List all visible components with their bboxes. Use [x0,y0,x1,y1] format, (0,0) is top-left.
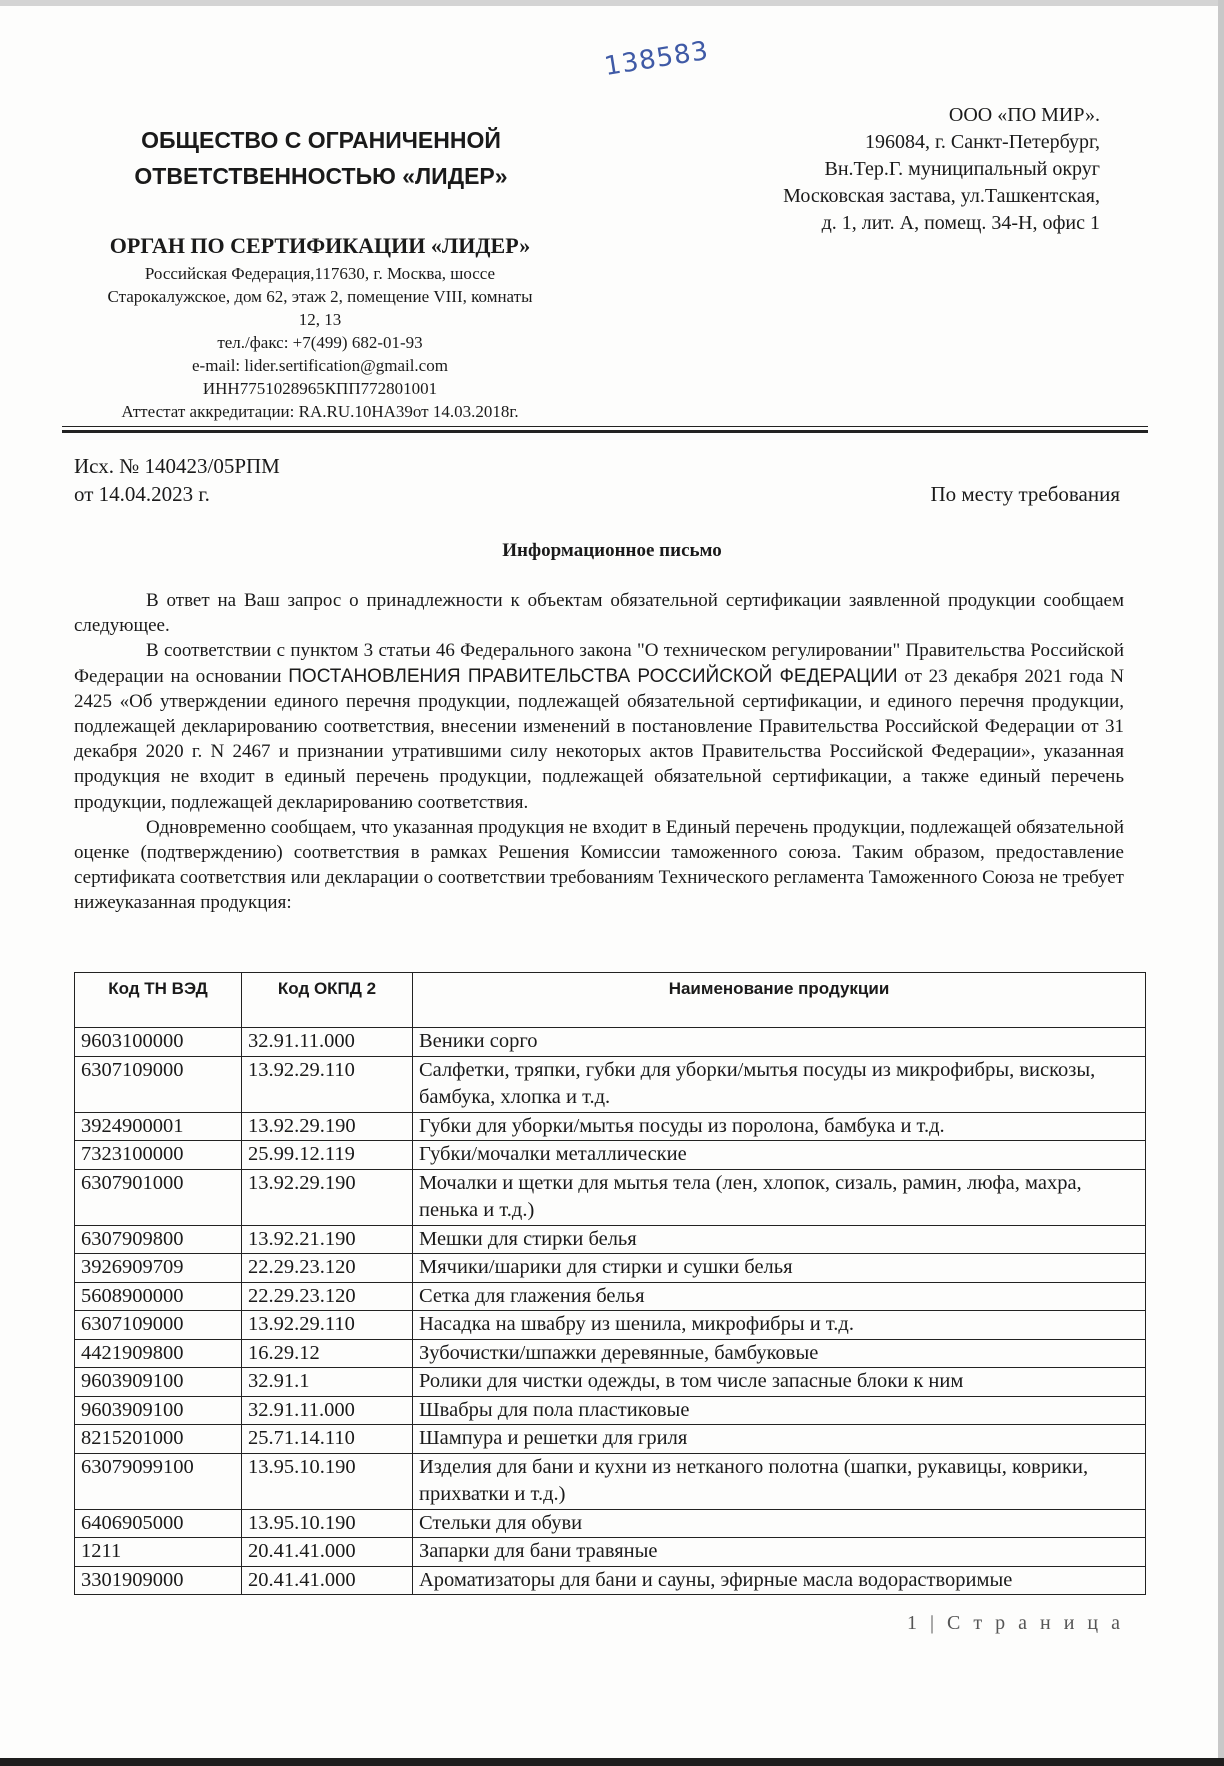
table-header-row [75,973,1146,1028]
okpd2-code: 13.92.29.190 [242,1169,413,1225]
product-name: Зубочистки/шпажки деревянные, бамбуковые [413,1339,1146,1368]
table-row [75,1368,1146,1397]
tn-ved-code: 6406905000 [75,1509,242,1538]
okpd2-code: 13.92.29.110 [242,1311,413,1340]
okpd2-code: 32.91.1 [242,1368,413,1397]
decree-title: ПОСТАНОВЛЕНИЯ ПРАВИТЕЛЬСТВА РОССИЙСКОЙ ФЕДЕРАЦИИ [288,665,898,687]
product-name: Изделия для бани и кухни из нетканого полотна (шапки, рукавицы, коврики, прихватки и т.д.) [413,1453,1146,1509]
okpd2-code: 22.29.23.120 [242,1254,413,1283]
scan-edge-top [0,0,1224,6]
product-table [74,972,1146,1595]
product-name: Губки для уборки/мытья посуды из поролона, бамбука и т.д. [413,1112,1146,1141]
okpd2-code: 13.92.21.190 [242,1225,413,1254]
product-name: Швабры для пола пластиковые [413,1396,1146,1425]
header-tn-ved: Код ТН ВЭД [75,973,242,1028]
header-okpd2: Код ОКПД 2 [242,973,413,1028]
tn-ved-code: 9603909100 [75,1396,242,1425]
tn-ved-code: 1211 [75,1538,242,1567]
certification-body-name: ОРГАН ПО СЕРТИФИКАЦИИ «ЛИДЕР» [109,233,531,258]
addressee-line: Вн.Тер.Г. муниципальный округ [824,158,1100,180]
product-name: Веники сорго [413,1028,1146,1057]
table-row [75,1311,1146,1340]
organization-details [60,262,580,423]
table-row [75,1396,1146,1425]
product-name: Салфетки, тряпки, губки для уборки/мытья посуды из микрофибры, вискозы, бамбука, хлопка и т.д. [413,1056,1146,1112]
tn-ved-code: 7323100000 [75,1141,242,1170]
organization-title-line: ОБЩЕСТВО С ОГРАНИЧЕННОЙ [141,127,501,153]
table-row [75,1225,1146,1254]
table-row [75,1254,1146,1283]
product-name: Губки/мочалки металлические [413,1141,1146,1170]
okpd2-code: 25.71.14.110 [242,1425,413,1454]
table-row [75,1169,1146,1225]
tn-ved-code: 6307909800 [75,1225,242,1254]
okpd2-code: 20.41.41.000 [242,1566,413,1595]
product-name: Стельки для обуви [413,1509,1146,1538]
addressee-line: 196084, г. Санкт-Петербург, [864,131,1100,153]
okpd2-code: 13.95.10.190 [242,1509,413,1538]
product-name: Ролики для чистки одежды, в том числе запасные блоки к ним [413,1368,1146,1397]
tax-id-line: ИНН7751028965КПП772801001 [202,379,438,398]
detail-line: Российская Федерация,117630, г. Москва, шоссе [144,264,496,283]
table-row [75,1056,1146,1112]
addressee-line: Московская застава, ул.Ташкентская, [783,185,1100,207]
tn-ved-code: 9603100000 [75,1028,242,1057]
phone-line: тел./факс: +7(499) 682-01-93 [217,333,423,352]
page-number: 1 | С т р а н и ц а [907,1612,1124,1634]
legal-basis-intro: В соответствии с пунктом 3 статьи 46 Федерального закона "О техническом регулировании" Правительства Российской Федерации на основании [74,640,1124,687]
reference-date: от 14.04.2023 г. [74,482,210,506]
table-row [75,1538,1146,1567]
product-name: Мочалки и щетки для мытья тела (лен, хлопок, сизаль, рамин, люфа, махра, пенька и т.д.) [413,1169,1146,1225]
product-name: Шампура и решетки для гриля [413,1425,1146,1454]
scan-edge-bottom [0,1758,1224,1766]
tn-ved-code: 8215201000 [75,1425,242,1454]
table-row [75,1028,1146,1057]
organization-title [96,122,546,194]
table-row [75,1141,1146,1170]
okpd2-code: 16.29.12 [242,1339,413,1368]
accreditation-line: Аттестат аккредитации: RA.RU.10НА39от 14.03.2018г. [121,402,519,421]
tn-ved-code: 6307109000 [75,1056,242,1112]
table-row [75,1282,1146,1311]
tn-ved-code: 6307109000 [75,1311,242,1340]
tn-ved-code: 9603909100 [75,1368,242,1397]
scan-edge-right [1218,0,1224,1766]
paragraph-legal-basis [74,638,1124,814]
okpd2-code: 32.91.11.000 [242,1028,413,1057]
tn-ved-code: 3924900001 [75,1112,242,1141]
product-name: Насадка на швабру из шенила, микрофибры и т.д. [413,1311,1146,1340]
product-name: Мячики/шарики для стирки и сушки белья [413,1254,1146,1283]
table-row [75,1453,1146,1509]
okpd2-code: 13.92.29.110 [242,1056,413,1112]
product-name: Мешки для стирки белья [413,1225,1146,1254]
header-divider-thick [62,430,1148,433]
letter-body [74,588,1124,916]
tn-ved-code: 63079099100 [75,1453,242,1509]
handwritten-number: 138583 [602,35,711,83]
tn-ved-code: 6307901000 [75,1169,242,1225]
detail-line: 12, 13 [298,310,342,329]
okpd2-code: 22.29.23.120 [242,1282,413,1311]
table-row [75,1339,1146,1368]
okpd2-code: 32.91.11.000 [242,1396,413,1425]
addressee-line: д. 1, лит. А, помещ. 34-Н, офис 1 [821,212,1100,234]
tn-ved-code: 4421909800 [75,1339,242,1368]
okpd2-code: 13.92.29.190 [242,1112,413,1141]
paragraph-customs-union: Одновременно сообщаем, что указанная продукция не входит в Единый перечень продукции, подлежащей обязательной оценке (подтверждению) соответствия в рамках Решения Комиссии таможенного союза. Таким образом, предоставление сертификата соответствия или декларации о соответствии требованиям Технического регламента Таможенного Союза не требует нижеуказанная продукция: [74,816,1124,914]
reference-number: Исх. № 140423/05РПМ [74,454,280,478]
outgoing-reference [74,452,280,508]
tn-ved-code: 3301909000 [75,1566,242,1595]
destination-note: По месту требования [930,482,1120,506]
okpd2-code: 13.95.10.190 [242,1453,413,1509]
table-row [75,1509,1146,1538]
tn-ved-code: 5608900000 [75,1282,242,1311]
okpd2-code: 20.41.41.000 [242,1538,413,1567]
legal-basis-rest: от 23 декабря 2021 года N 2425 «Об утверждении единого перечня продукции, подлежащей обязательной сертификации, и единого перечня продукции, подлежащей декларированию соответствия, внесении изменений в постановление Правительства Российской Федерации от 31 декабря 2020 г. N 2467 и признании утратившими силу некоторых актов Правительства Российской Федерации», указанная продукция не входит в единый перечень продукции, подлежащей обязательной сертификации, а также единый перечень продукции, подлежащей декларированию соответствия. [74,665,1124,813]
product-name: Сетка для глажения белья [413,1282,1146,1311]
addressee-line: ООО «ПО МИР». [948,104,1100,126]
addressee-block [783,102,1100,237]
okpd2-code: 25.99.12.119 [242,1141,413,1170]
detail-line: Старокалужское, дом 62, этаж 2, помещение VIII, комнаты [107,287,533,306]
table-row [75,1566,1146,1595]
table-row [75,1112,1146,1141]
letter-title: Информационное письмо [502,540,722,561]
paragraph-request: В ответ на Ваш запрос о принадлежности к объектам обязательной сертификации заявленной продукции сообщаем следующее. [74,590,1124,637]
tn-ved-code: 3926909709 [75,1254,242,1283]
organization-title-line: ОТВЕТСТВЕННОСТЬЮ «ЛИДЕР» [134,163,508,189]
header-product-name: Наименование продукции [413,973,1146,1028]
header-divider-thin [62,426,1148,427]
table-row [75,1425,1146,1454]
product-name: Запарки для бани травяные [413,1538,1146,1567]
product-name: Ароматизаторы для бани и сауны, эфирные масла водорастворимые [413,1566,1146,1595]
email-line: e-mail: lider.sertification@gmail.com [192,356,448,375]
